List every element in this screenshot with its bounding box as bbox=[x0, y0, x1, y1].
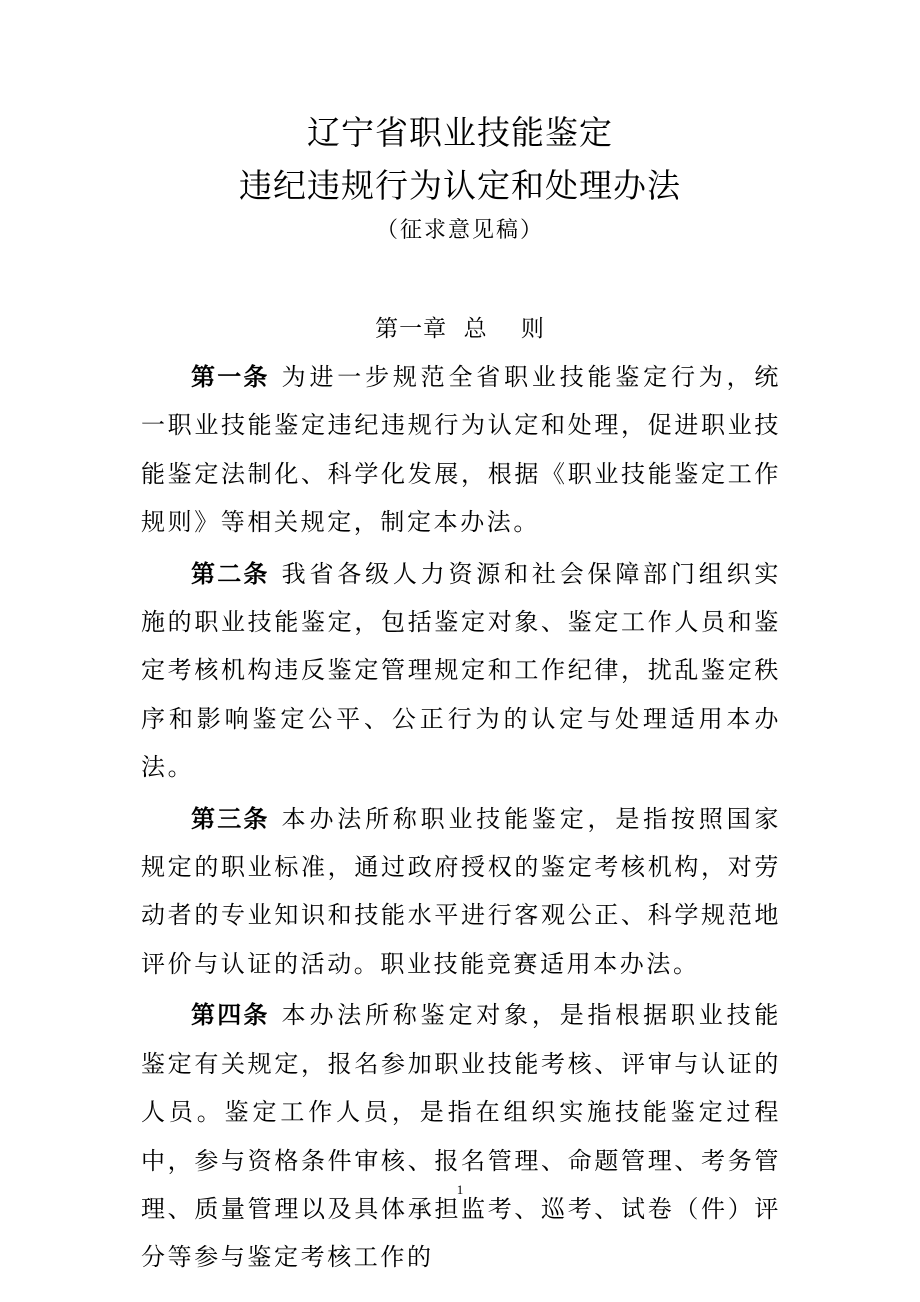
article-3-heading: 第三条 bbox=[191, 804, 270, 833]
article-1 bbox=[141, 353, 781, 547]
chapter-heading: 第一章 总 则 bbox=[375, 316, 545, 342]
article-2-heading: 第二条 bbox=[191, 559, 270, 588]
document-title-line-2: 违纪违规行为认定和处理办法 bbox=[239, 166, 681, 205]
document-title-line-1: 辽宁省职业技能鉴定 bbox=[307, 113, 613, 152]
article-1-text: 为进一步规范全省职业技能鉴定行为，统一职业技能鉴定违纪违规行为认定和处理，促进职业技能鉴定法制化、科学化发展，根据《职业技能鉴定工作规则》等相关规定，制定本办法。 bbox=[141, 363, 781, 537]
article-2-text: 我省各级人力资源和社会保障部门组织实施的职业技能鉴定，包括鉴定对象、鉴定工作人员和鉴定考核机构违反鉴定管理规定和工作纪律，扰乱鉴定秩序和影响鉴定公平、公正行为的认定与处理适用本办法。 bbox=[141, 559, 781, 782]
article-4-heading: 第四条 bbox=[191, 1001, 270, 1030]
page-number: 1 bbox=[456, 1182, 464, 1197]
article-3 bbox=[141, 795, 781, 989]
article-2 bbox=[141, 550, 781, 792]
document-body bbox=[141, 353, 781, 1285]
article-4-text: 本办法所称鉴定对象，是指根据职业技能鉴定有关规定，报名参加职业技能考核、评审与认证的人员。鉴定工作人员，是指在组织实施技能鉴定过程中，参与资格条件审核、报名管理、命题管理、考务管理、质量管理以及具体承担监考、巡考、试卷（件）评分等参与鉴定考核工作的 bbox=[141, 1001, 781, 1272]
article-4 bbox=[141, 991, 781, 1281]
article-1-heading: 第一条 bbox=[191, 363, 270, 391]
document-subtitle: （征求意见稿） bbox=[375, 218, 544, 243]
article-3-text: 本办法所称职业技能鉴定，是指按照国家规定的职业标准，通过政府授权的鉴定考核机构，对劳动者的专业知识和技能水平进行客观公正、科学规范地评价与认证的活动。职业技能竞赛适用本办法。 bbox=[141, 804, 781, 978]
